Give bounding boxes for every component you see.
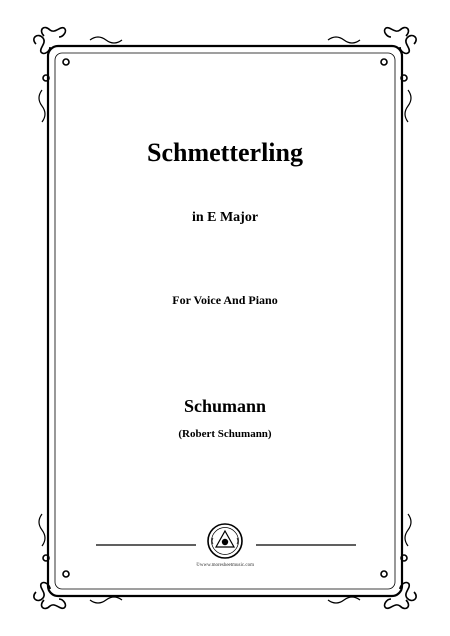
moresheetmusic-seal-icon: [208, 524, 242, 558]
composer-name: Schumann: [183, 396, 267, 416]
instrumentation-label: For Voice And Piano: [172, 293, 278, 307]
corner-ornament-top-left: [34, 28, 69, 81]
publisher-website: ©www.moresheetmusic.com: [196, 563, 254, 568]
key-signature-label: in E Major: [191, 210, 259, 225]
corner-ornament-top-right: [381, 28, 416, 81]
side-ornaments: [39, 37, 411, 603]
score-title: Schmetterling: [147, 138, 303, 167]
composer-full-name: (Robert Schumann): [178, 428, 272, 440]
